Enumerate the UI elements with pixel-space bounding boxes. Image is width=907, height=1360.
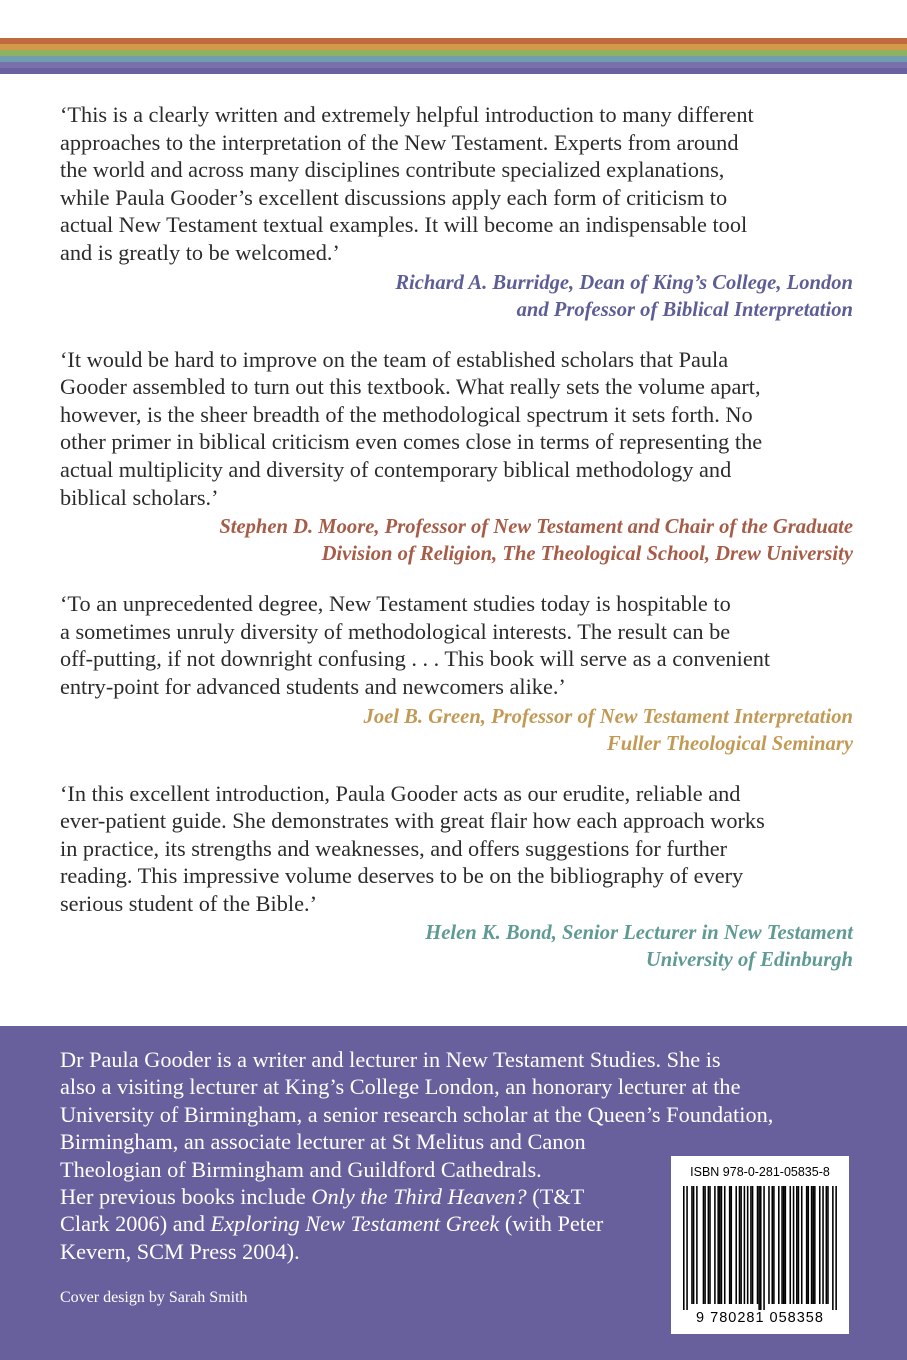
barcode-bar bbox=[724, 1186, 726, 1304]
barcode-bars bbox=[683, 1186, 837, 1310]
barcode-bar bbox=[781, 1186, 783, 1304]
barcode-bar bbox=[808, 1186, 810, 1304]
barcode-bar bbox=[693, 1186, 695, 1304]
barcode-bar bbox=[763, 1186, 765, 1310]
author-bio-panel bbox=[0, 1026, 907, 1360]
barcode-bar bbox=[827, 1186, 829, 1304]
barcode-bar bbox=[819, 1186, 821, 1304]
barcode-bar bbox=[826, 1186, 828, 1304]
barcode-bar bbox=[709, 1186, 711, 1304]
barcode-bar bbox=[811, 1186, 813, 1304]
barcode-bar bbox=[806, 1186, 808, 1304]
endorsement-text: ‘This is a clearly written and extremely helpful introduction to many different approaches to the interpretation of the New Testament. Experts from around the world and across many disciplines contribute specialized explanations, while Paula Gooder’s excellent discussions apply each form of criticism to actual New Testament textual examples. It will become an indispensable tool and is greatly to be welcomed.’ bbox=[60, 102, 754, 265]
book-title: Exploring New Testament Greek bbox=[210, 1211, 500, 1237]
barcode-bar bbox=[744, 1186, 746, 1304]
barcode-bar bbox=[771, 1186, 773, 1304]
barcode-bar bbox=[739, 1186, 741, 1304]
barcode-bar bbox=[703, 1186, 705, 1304]
endorsement-bond bbox=[60, 780, 853, 975]
barcode-bar bbox=[757, 1186, 759, 1304]
barcode-bar bbox=[735, 1186, 737, 1304]
isbn-barcode bbox=[671, 1156, 849, 1334]
endorsement-burridge bbox=[60, 101, 853, 324]
barcode-bar bbox=[822, 1186, 824, 1304]
barcode-bar bbox=[783, 1186, 785, 1304]
barcode-bar bbox=[832, 1186, 834, 1310]
endorsement-moore bbox=[60, 346, 853, 569]
barcode-bar bbox=[758, 1186, 760, 1310]
barcode-bar bbox=[801, 1186, 803, 1304]
endorsement-green bbox=[60, 590, 853, 757]
barcode-bar bbox=[768, 1186, 770, 1304]
barcode-bar bbox=[798, 1186, 800, 1304]
barcode-bar bbox=[740, 1186, 742, 1304]
barcode-bar bbox=[717, 1186, 719, 1304]
barcode-bar bbox=[785, 1186, 787, 1304]
barcode-bar bbox=[721, 1186, 723, 1304]
endorsement-text: ‘In this excellent introduction, Paula Gooder acts as our erudite, reliable and ever-patient guide. She demonstrates with great flair how each approach works in practice, its strengths and weaknesses, and offers suggestions for further reading. This impressive volume deserves to be on the bibliography of every serious student of the Bible.’ bbox=[60, 780, 765, 916]
attribution: Helen K. Bond, Senior Lecturer in New Testament University of Edinburgh bbox=[425, 922, 853, 972]
barcode-bar bbox=[691, 1186, 693, 1304]
barcode-bar bbox=[708, 1186, 710, 1304]
barcode-bar bbox=[750, 1186, 752, 1304]
attribution: Stephen D. Moore, Professor of New Testament and Chair of the Graduate Division of Religion, The Theological School, Drew University bbox=[219, 516, 853, 566]
barcode-bar bbox=[796, 1186, 798, 1304]
isbn-label: ISBN 978-0-281-05835-8 bbox=[690, 1165, 830, 1179]
barcode-bar bbox=[773, 1186, 775, 1304]
barcode-bar bbox=[789, 1186, 791, 1304]
book-title: Only the Third Heaven? bbox=[311, 1184, 527, 1210]
author-bio: Dr Paula Gooder is a writer and lecturer in New Testament Studies. She is also a visiting lecturer at King’s College London, an honorary lecturer at the University of Birmingham, a senior research scholar at the Queen’s Foundation, Birmingham, an associate lecturer at St Melitus and Canon Theologian of Birmingham and Guildford Cathedrals. Her previous books include Only the Third Heaven? (T&T Clark 2006) and Exploring New Testament Greek (with Peter Kevern, SCM Press 2004). bbox=[60, 1047, 774, 1264]
barcode-number: 9 780281 058358 bbox=[696, 1310, 824, 1326]
rainbow-stripes bbox=[0, 38, 907, 74]
barcode-bar bbox=[752, 1186, 754, 1304]
barcode-bar bbox=[719, 1186, 721, 1304]
attribution: Joel B. Green, Professor of New Testament Interpretation Fuller Theological Seminary bbox=[363, 705, 853, 755]
barcode-bar bbox=[686, 1186, 688, 1310]
barcode-bar bbox=[683, 1186, 685, 1310]
barcode-bar bbox=[835, 1186, 837, 1310]
barcode-bar bbox=[696, 1186, 698, 1304]
barcode-bar bbox=[747, 1186, 749, 1304]
barcode-bar bbox=[760, 1186, 762, 1310]
barcode-bar bbox=[793, 1186, 795, 1304]
stripe-6 bbox=[0, 68, 907, 74]
attribution: Richard A. Burridge, Dean of King’s College, London and Professor of Biblical Interpretation bbox=[395, 271, 853, 321]
barcode-bar bbox=[812, 1186, 814, 1304]
endorsement-text: ‘To an unprecedented degree, New Testament studies today is hospitable to a sometimes unruly diversity of methodological interests. The result can be off-putting, if not downright confusing . . . This book will serve as a convenient entry-point for advanced students and newcomers alike.’ bbox=[60, 591, 771, 699]
barcode-bar bbox=[714, 1186, 716, 1304]
barcode-bar bbox=[778, 1186, 780, 1304]
cover-credit: Cover design by Sarah Smith bbox=[60, 1289, 248, 1306]
endorsements bbox=[60, 101, 853, 996]
barcode-bar bbox=[731, 1186, 733, 1304]
endorsement-text: ‘It would be hard to improve on the team of established scholars that Paula Gooder assembled to turn out this textbook. What really sets the volume apart, however, is the sheer breadth of the methodological spectrum it sets forth. No other primer in biblical criticism even comes close in terms of representing the actual multiplicity and diversity of contemporary biblical methodology and biblical scholars.’ bbox=[60, 346, 763, 510]
barcode-bar bbox=[704, 1186, 706, 1304]
barcode-bar bbox=[814, 1186, 816, 1304]
barcode-bar bbox=[729, 1186, 731, 1304]
